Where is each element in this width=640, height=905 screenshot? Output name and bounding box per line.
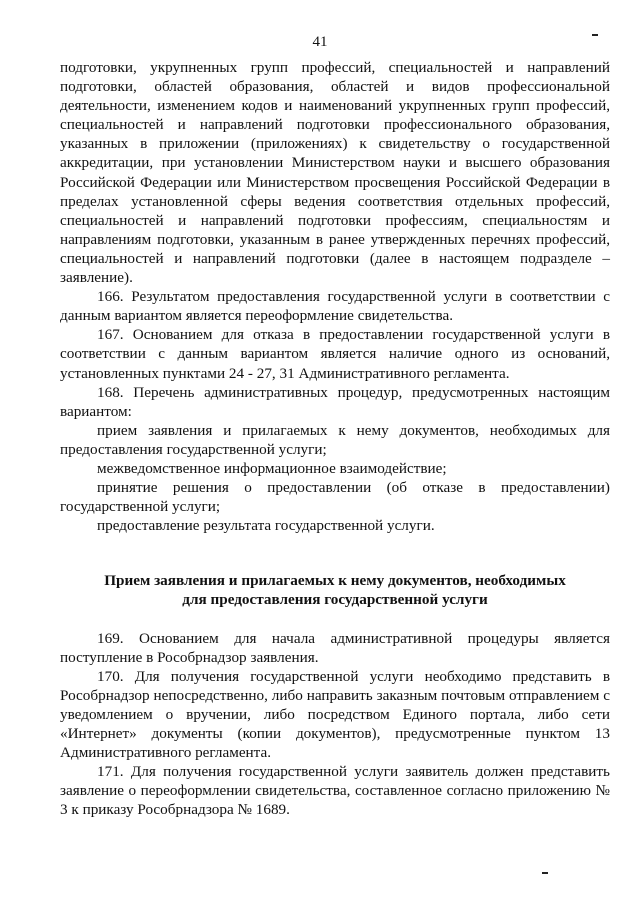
scan-mark — [592, 34, 598, 36]
paragraph-170: 170. Для получения государственной услуги необходимо представить в Рособрнадзор непосредственно, либо направить заказным почтовым отправлением с уведомлением о вручении, либо посредством Единого портала, либо сети «Интернет» документы (копии документов), предусмотренные пунктом 13 Административного регламента. — [60, 667, 610, 762]
list-item-decision: принятие решения о предоставлении (об отказе в предоставлении) государственной услуги; — [60, 479, 610, 516]
section-heading-line-2: для предоставления государственной услуги — [182, 591, 488, 609]
section-heading-line-1: Прием заявления и прилагаемых к нему документов, необходимых — [104, 572, 566, 590]
page-number: 41 — [312, 34, 328, 50]
list-item-interaction: межведомственное информационное взаимодействие; — [97, 459, 447, 477]
paragraph-171: 171. Для получения государственной услуги заявитель должен представить заявление о переоформлении свидетельства, составленное согласно приложению № 3 к приказу Рособрнадзора № 1689. — [60, 763, 610, 819]
paragraph-169: 169. Основанием для начала административной процедуры является поступление в Рособрнадзор заявления. — [60, 629, 610, 666]
paragraph-168: 168. Перечень административных процедур, предусмотренных настоящим вариантом: — [60, 383, 610, 420]
paragraph-intro: подготовки, укрупненных групп профессий, специальностей и направлений подготовки, областей образования, областей и видов профессиональной деятельности, изменением кодов и наименований укрупненных групп профессий, специальностей и направлений подготовки профессионального образования, указанных в приложении (приложениях) к свидетельству о государственной аккредитации, при установлении Министерством науки и высшего образования Российской Федерации или Министерством просвещения Российской Федерации в пределах установленной сферы ведения соответствия отдельных профессий, специальностей и направлений подготовки профессиям, специальностям и направлениям подготовки, указанным в ранее утвержденных перечнях профессий, специальностей и направлений подготовки (далее в настоящем подразделе – заявление). — [60, 59, 610, 287]
paragraph-167: 167. Основанием для отказа в предоставлении государственной услуги в соответствии с данным вариантом является наличие одного из оснований, установленных пунктами 24 - 27, 31 Административного регламента. — [60, 326, 610, 382]
spacer — [60, 610, 610, 629]
paragraph-166: 166. Результатом предоставления государственной услуги в соответствии с данным вариантом является переоформление свидетельства. — [60, 288, 610, 325]
document-body — [60, 58, 610, 819]
list-item-reception: прием заявления и прилагаемых к нему документов, необходимых для предоставления государственной услуги; — [60, 421, 610, 458]
list-item-result: предоставление результата государственной услуги. — [97, 517, 435, 535]
spacer — [60, 535, 610, 571]
scan-mark — [542, 872, 548, 874]
